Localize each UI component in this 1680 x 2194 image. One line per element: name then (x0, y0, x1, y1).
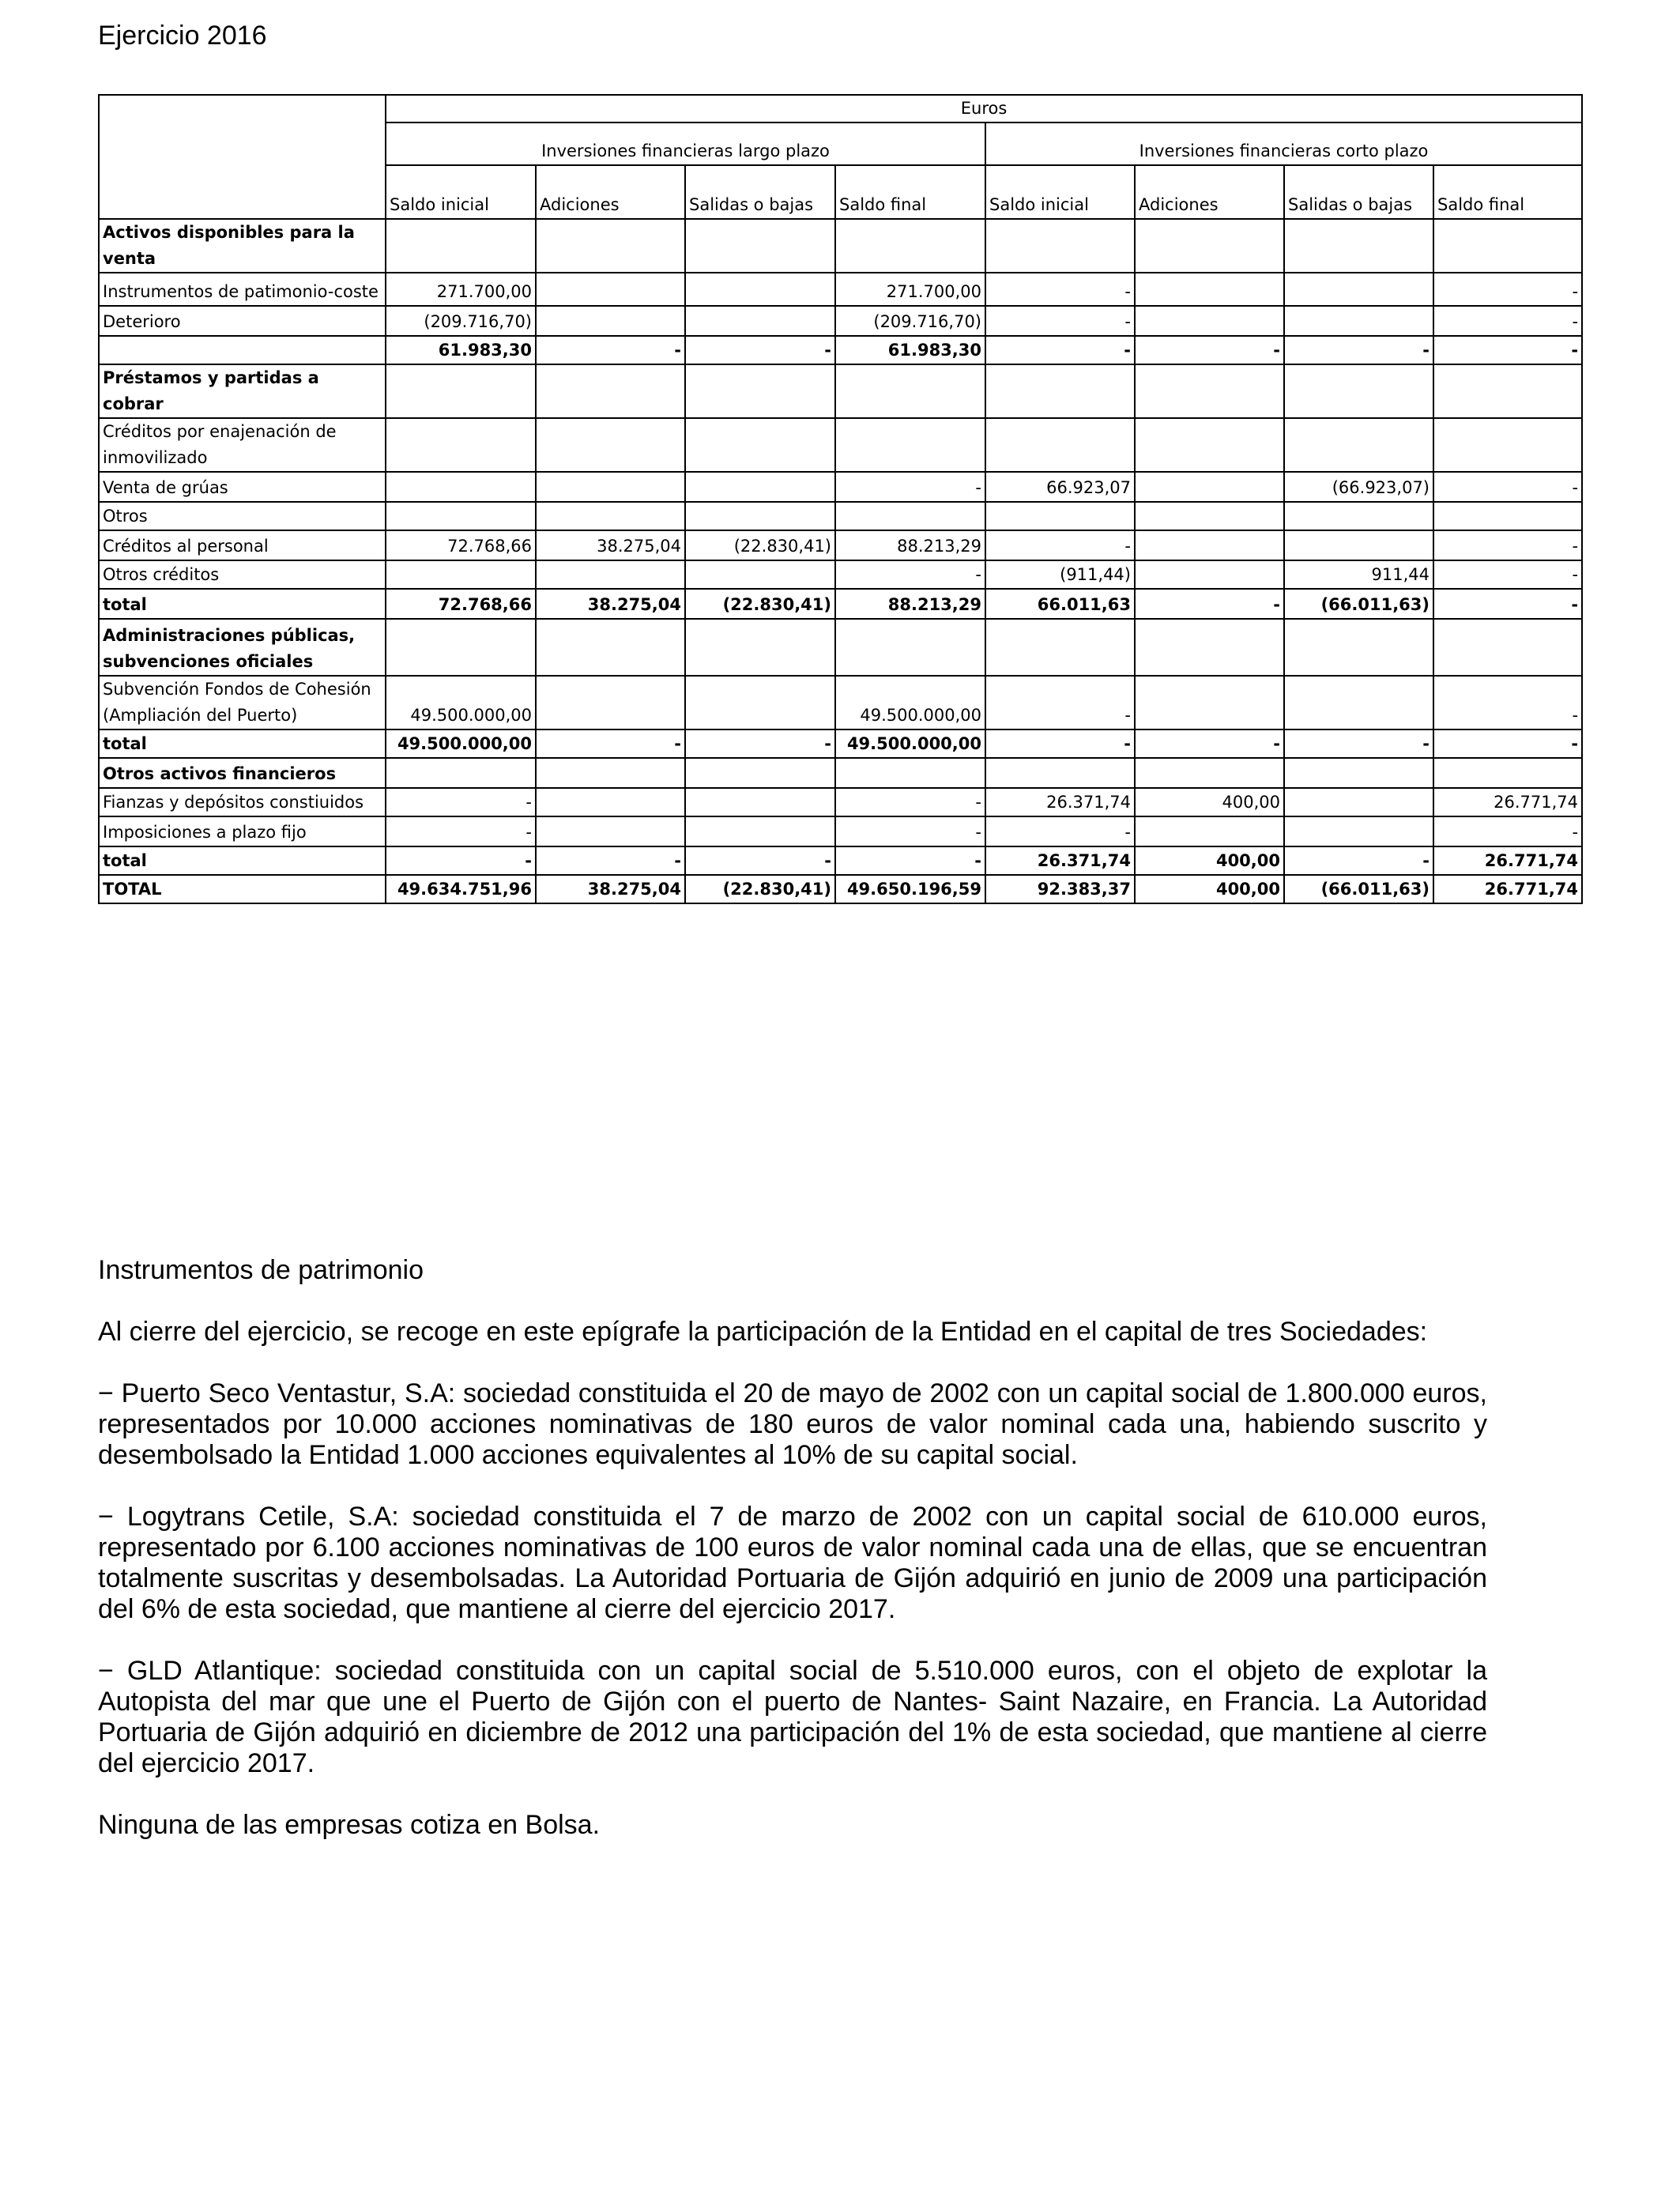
table-row (99, 589, 1582, 619)
value-cell (985, 502, 1135, 530)
value-cell: 38.275,04 (536, 530, 685, 560)
value-cell (536, 619, 685, 676)
table-row (99, 306, 1582, 336)
value-cell (1284, 758, 1433, 788)
col-header: Saldo inicial (985, 165, 1135, 219)
value-cell: - (685, 729, 835, 758)
value-cell: - (1433, 729, 1582, 758)
row-label: Créditos al personal (99, 530, 386, 560)
value-cell (835, 619, 985, 676)
value-cell: 61.983,30 (835, 336, 985, 364)
value-cell (386, 364, 536, 418)
table-row (99, 875, 1582, 903)
value-cell: 26.771,74 (1433, 788, 1582, 816)
value-cell: - (386, 846, 536, 875)
value-cell: - (835, 472, 985, 502)
value-cell (1135, 758, 1284, 788)
row-label: Administraciones públicas, subvenciones oficiales (99, 619, 386, 676)
value-cell: 49.500.000,00 (386, 729, 536, 758)
value-cell (386, 219, 536, 273)
value-cell (985, 364, 1135, 418)
value-cell: - (1135, 336, 1284, 364)
value-cell: - (835, 846, 985, 875)
value-cell (386, 418, 536, 472)
group-header-long-term: Inversiones financieras largo plazo (386, 123, 985, 165)
value-cell: - (685, 336, 835, 364)
value-cell (1284, 306, 1433, 336)
value-cell: - (386, 816, 536, 846)
row-label: Créditos por enajenación de inmovilizado (99, 418, 386, 472)
value-cell (1433, 502, 1582, 530)
value-cell (985, 758, 1135, 788)
table-row (99, 729, 1582, 758)
value-cell (685, 676, 835, 729)
value-cell: 61.983,30 (386, 336, 536, 364)
value-cell: 400,00 (1135, 875, 1284, 903)
value-cell (536, 788, 685, 816)
value-cell: - (1433, 589, 1582, 619)
value-cell: 26.771,74 (1433, 875, 1582, 903)
table-row (99, 273, 1582, 306)
row-label: Imposiciones a plazo fijo (99, 816, 386, 846)
value-cell: - (1433, 530, 1582, 560)
value-cell: - (985, 676, 1135, 729)
table-row (99, 219, 1582, 273)
value-cell (1135, 676, 1284, 729)
row-label: Otros (99, 502, 386, 530)
value-cell: - (685, 846, 835, 875)
value-cell: 271.700,00 (835, 273, 985, 306)
row-label: Otros activos financieros (99, 758, 386, 788)
value-cell: 38.275,04 (536, 589, 685, 619)
value-cell: - (985, 729, 1135, 758)
row-label: Venta de grúas (99, 472, 386, 502)
value-cell: 88.213,29 (835, 589, 985, 619)
col-header: Saldo final (835, 165, 985, 219)
unit-header: Euros (386, 95, 1582, 123)
value-cell (386, 619, 536, 676)
page-heading: Ejercicio 2016 (98, 21, 267, 51)
section-title: Instrumentos de patrimonio (98, 1255, 424, 1285)
col-header: Saldo inicial (386, 165, 536, 219)
value-cell (685, 219, 835, 273)
group-header-short-term: Inversiones financieras corto plazo (985, 123, 1582, 165)
value-cell (1135, 619, 1284, 676)
value-cell: - (985, 816, 1135, 846)
value-cell: - (386, 788, 536, 816)
value-cell (536, 676, 685, 729)
value-cell: - (985, 530, 1135, 560)
row-label: Deterioro (99, 306, 386, 336)
table-row (99, 418, 1582, 472)
value-cell (1284, 502, 1433, 530)
value-cell (1433, 418, 1582, 472)
value-cell (1135, 560, 1284, 589)
value-cell (1135, 502, 1284, 530)
value-cell (536, 364, 685, 418)
table-row (99, 560, 1582, 589)
value-cell (985, 219, 1135, 273)
value-cell (685, 788, 835, 816)
value-cell (835, 364, 985, 418)
value-cell (1135, 364, 1284, 418)
value-cell (1284, 619, 1433, 676)
row-label: Préstamos y partidas a cobrar (99, 364, 386, 418)
value-cell (685, 816, 835, 846)
value-cell (1135, 816, 1284, 846)
value-cell (685, 273, 835, 306)
header-row-unit (99, 95, 1582, 123)
value-cell (1284, 364, 1433, 418)
company-paragraph-gld: − GLD Atlantique: sociedad constituida con un capital social de 5.510.000 euros, con el objeto de explotar la Autopista del mar que une el Puerto de Gijón con el puerto de Nantes- Saint Nazaire, en Francia. La Autoridad Portuaria de Gijón adquirió en diciembre de 2012 una participación del 1% de esta sociedad, que mantiene al cierre del ejercicio 2017. (98, 1656, 1487, 1778)
value-cell: - (1135, 729, 1284, 758)
value-cell: (66.011,63) (1284, 589, 1433, 619)
value-cell (386, 758, 536, 788)
value-cell: (66.011,63) (1284, 875, 1433, 903)
value-cell (536, 758, 685, 788)
table-row (99, 336, 1582, 364)
table-row (99, 364, 1582, 418)
value-cell (985, 418, 1135, 472)
value-cell: - (1433, 336, 1582, 364)
value-cell: 92.383,37 (985, 875, 1135, 903)
value-cell (1135, 306, 1284, 336)
value-cell: (22.830,41) (685, 530, 835, 560)
table-row (99, 788, 1582, 816)
value-cell: (209.716,70) (835, 306, 985, 336)
row-label: total (99, 729, 386, 758)
value-cell (685, 619, 835, 676)
value-cell (1135, 418, 1284, 472)
col-header: Saldo final (1433, 165, 1582, 219)
value-cell (386, 502, 536, 530)
value-cell (1135, 273, 1284, 306)
value-cell (536, 816, 685, 846)
table-row (99, 816, 1582, 846)
value-cell: - (985, 273, 1135, 306)
value-cell (1135, 219, 1284, 273)
value-cell: 49.500.000,00 (835, 729, 985, 758)
value-cell (685, 502, 835, 530)
value-cell: 400,00 (1135, 846, 1284, 875)
value-cell (1433, 619, 1582, 676)
company-paragraph-ventastur: − Puerto Seco Ventastur, S.A: sociedad constituida el 20 de mayo de 2002 con un capital social de 1.800.000 euros, representados por 10.000 acciones nominativas de 180 euros de valor nominal cada una, habiendo suscrito y desembolsado la Entidad 1.000 acciones equivalentes al 10% de su capital social. (98, 1378, 1487, 1470)
value-cell: - (536, 729, 685, 758)
header-corner-cell (99, 95, 386, 219)
value-cell: 911,44 (1284, 560, 1433, 589)
value-cell: (22.830,41) (685, 589, 835, 619)
value-cell: 49.500.000,00 (386, 676, 536, 729)
value-cell: (209.716,70) (386, 306, 536, 336)
value-cell: 72.768,66 (386, 530, 536, 560)
value-cell (835, 418, 985, 472)
row-label: total (99, 846, 386, 875)
col-header: Adiciones (1135, 165, 1284, 219)
value-cell (1284, 219, 1433, 273)
value-cell (685, 560, 835, 589)
value-cell (536, 306, 685, 336)
value-cell: (66.923,07) (1284, 472, 1433, 502)
value-cell (1284, 418, 1433, 472)
col-header: Salidas o bajas (1284, 165, 1433, 219)
table-row (99, 472, 1582, 502)
value-cell (536, 219, 685, 273)
value-cell (1284, 816, 1433, 846)
value-cell: - (1284, 729, 1433, 758)
value-cell (1284, 530, 1433, 560)
value-cell (536, 502, 685, 530)
value-cell (536, 418, 685, 472)
value-cell: - (1135, 589, 1284, 619)
row-label: Activos disponibles para la venta (99, 219, 386, 273)
value-cell: 49.634.751,96 (386, 875, 536, 903)
table-row (99, 619, 1582, 676)
value-cell: (911,44) (985, 560, 1135, 589)
row-label (99, 336, 386, 364)
value-cell (685, 306, 835, 336)
row-label: TOTAL (99, 875, 386, 903)
value-cell (536, 273, 685, 306)
value-cell: 26.371,74 (985, 846, 1135, 875)
value-cell: - (985, 336, 1135, 364)
value-cell (985, 619, 1135, 676)
table-row (99, 846, 1582, 875)
value-cell (685, 364, 835, 418)
value-cell: - (1433, 816, 1582, 846)
value-cell: - (835, 560, 985, 589)
financial-investments-table (98, 94, 1583, 904)
intro-paragraph: Al cierre del ejercicio, se recoge en este epígrafe la participación de la Entidad en el capital de tres Sociedades: (98, 1317, 1428, 1347)
value-cell (386, 560, 536, 589)
value-cell: - (1433, 676, 1582, 729)
value-cell: 72.768,66 (386, 589, 536, 619)
value-cell: - (985, 306, 1135, 336)
col-header: Adiciones (536, 165, 685, 219)
value-cell: - (1433, 273, 1582, 306)
value-cell: 49.500.000,00 (835, 676, 985, 729)
value-cell (1433, 758, 1582, 788)
value-cell: - (1284, 846, 1433, 875)
notes-text (98, 1255, 1487, 1872)
row-label: Instrumentos de patimonio-coste (99, 273, 386, 306)
value-cell: - (536, 846, 685, 875)
value-cell (386, 472, 536, 502)
value-cell: 26.771,74 (1433, 846, 1582, 875)
table-row (99, 502, 1582, 530)
value-cell (1284, 273, 1433, 306)
value-cell (835, 758, 985, 788)
value-cell (1135, 472, 1284, 502)
value-cell: 66.011,63 (985, 589, 1135, 619)
value-cell (536, 560, 685, 589)
value-cell: 38.275,04 (536, 875, 685, 903)
row-label: Otros créditos (99, 560, 386, 589)
value-cell: - (536, 336, 685, 364)
closing-paragraph: Ninguna de las empresas cotiza en Bolsa. (98, 1810, 601, 1840)
value-cell: 26.371,74 (985, 788, 1135, 816)
value-cell: (22.830,41) (685, 875, 835, 903)
value-cell (1433, 219, 1582, 273)
value-cell (835, 502, 985, 530)
value-cell (685, 472, 835, 502)
company-paragraph-logytrans: − Logytrans Cetile, S.A: sociedad constituida el 7 de marzo de 2002 con un capital social de 610.000 euros, representado por 6.100 acciones nominativas de 100 euros de valor nominal cada una de ellas, que se encuentran totalmente suscritas y desembolsadas. La Autoridad Portuaria de Gijón adquirió en junio de 2009 una participación del 6% de esta sociedad, que mantiene al cierre del ejercicio 2017. (98, 1502, 1487, 1624)
value-cell (685, 418, 835, 472)
value-cell: 66.923,07 (985, 472, 1135, 502)
col-header: Salidas o bajas (685, 165, 835, 219)
row-label: Subvención Fondos de Cohesión (Ampliación del Puerto) (99, 676, 386, 729)
value-cell: - (835, 816, 985, 846)
row-label: Fianzas y depósitos constiuidos (99, 788, 386, 816)
value-cell: - (1433, 472, 1582, 502)
value-cell: 271.700,00 (386, 273, 536, 306)
value-cell (685, 758, 835, 788)
value-cell (1284, 676, 1433, 729)
value-cell (1135, 530, 1284, 560)
value-cell: - (1433, 306, 1582, 336)
table-row (99, 758, 1582, 788)
value-cell: - (1284, 336, 1433, 364)
table-row (99, 530, 1582, 560)
value-cell: - (1433, 560, 1582, 589)
value-cell (835, 219, 985, 273)
value-cell: 49.650.196,59 (835, 875, 985, 903)
value-cell (1284, 788, 1433, 816)
value-cell (536, 472, 685, 502)
value-cell: 400,00 (1135, 788, 1284, 816)
value-cell: 88.213,29 (835, 530, 985, 560)
row-label: total (99, 589, 386, 619)
table-row (99, 676, 1582, 729)
value-cell: - (835, 788, 985, 816)
value-cell (1433, 364, 1582, 418)
